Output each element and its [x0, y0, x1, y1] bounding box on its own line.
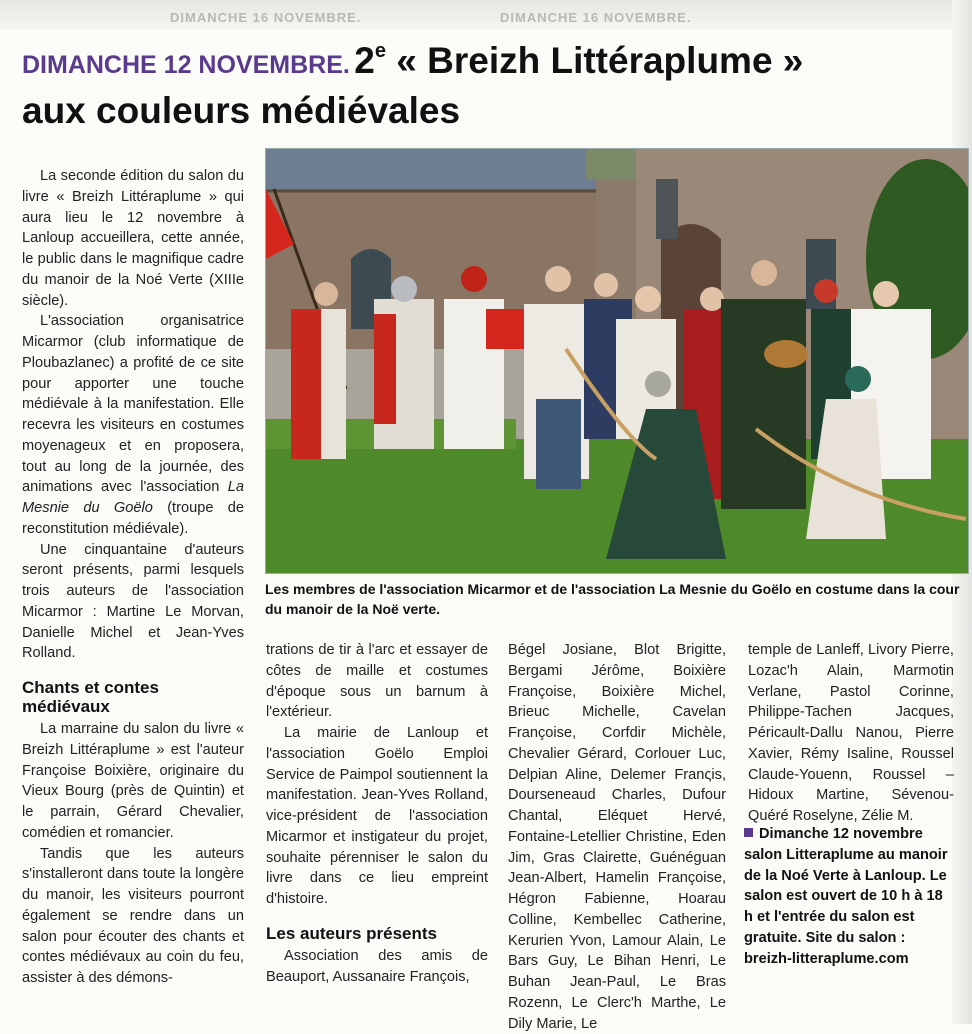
subhead-chants: Chants et contes médiévaux — [22, 678, 159, 716]
article-column-3 — [508, 640, 726, 1034]
previous-page-bleed — [0, 0, 972, 30]
bleed-text-left: DIMANCHE 16 NOVEMBRE. — [170, 10, 362, 25]
headline-title-line2: aux couleurs médiévales — [22, 90, 461, 131]
article-column-1 — [22, 166, 244, 989]
paragraph-micarmor-text: L'association organisatrice Micarmor (club informatique de Ploubazlanec) a profité de ce site pour apporter une touche médiévale à la manifestation. Elle recevra les visiteurs en costumes moyenageux et en proposera, tout au long de la journée, des animations avec l'association — [22, 313, 244, 496]
article-column-2 — [266, 640, 488, 987]
title-superscript: e — [374, 40, 386, 62]
paragraph-salon: Tandis que les auteurs s'installeront dans toute la longère du manoir, les visiteurs pourront également se rendre dans un salon pour écouter des chants et contes médiévaux au coin du feu, assister à des démons- — [22, 845, 244, 986]
event-info-text: Dimanche 12 novembre salon Litteraplume au manoir de la Noé Verte à Lanloup. Le salon est ouvert de 10 h à 18 h et l'entrée du salon est gratuite. Site du salon : breizh-litteraplume.com — [744, 826, 948, 967]
article-column-4 — [748, 640, 954, 827]
title-rest: « Breizh Littéraplume » — [385, 40, 804, 81]
subhead-auteurs: Les auteurs présents — [266, 923, 438, 943]
paragraph-demonstrations: trations de tir à l'arc et essayer de côtes de maille et costumes d'époque sous un barnum à l'extérieur. — [266, 642, 488, 721]
date-kicker: DIMANCHE 12 NOVEMBRE. — [22, 51, 350, 79]
title-ordinal: 2 — [354, 40, 375, 81]
paragraph-marraine: La marraine du salon du livre « Breizh Littéraplume » est l'auteur Françoise Boixière, originaire du Vieux Bourg (près de Quintin) et le parrain, Gérard Chevalier, comédien et romancier. — [22, 721, 244, 841]
medieval-group-photo — [266, 149, 968, 573]
paragraph-mairie: La mairie de Lanloup et l'association Goëlo Emploi Service de Paimpol soutiennent la manifestation. Jean-Yves Rolland, vice-président de l'association Micarmor et instigateur du projet, souhaite pérenniser le salon du livre dans ce lieu empreint d'histoire. — [266, 725, 488, 907]
article-photo — [265, 148, 969, 574]
bullet-square-icon — [744, 828, 753, 837]
bleed-text-right: DIMANCHE 16 NOVEMBRE. — [500, 10, 692, 25]
paragraph-auteurs-list: Bégel Josiane, Blot Brigitte, Bergami Jérôme, Boixière Françoise, Boixière Michel, Brieuc Michelle, Cavelan Françoise, Corfdir Michèle, Chevalier Gérard, Corlouer Luc, Delpian Aline, Delemer Franςis, Dourseneaud Charles, Dufour Chantal, Eléquet Hervé, Fontaine-Letellier Christine, Eden Jim, Gras Clairette, Guénéguan Jean-Albert, Hamelin Françoise, Hégron Fabienne, Hoarau Colline, Kembellec Catherine, Kerurien Yvon, Lamour Alain, Le Bars Guy, Le Bihan Henri, Le Buhan Jean-Paul, Le Bras Rozenn, Le Clerc'h Marthe, Le Dily Marie, Le — [508, 642, 726, 1032]
paragraph-intro: La seconde édition du salon du livre « Breizh Littéraplume » qui aura lieu le 12 novembre à Lanloup accueillera, cette année, le public dans le magnifique cadre du manoir de la Noé Verte (XIIIe siècle). — [22, 168, 244, 309]
mesnie-name: La Mesnie du Goëlo — [22, 479, 244, 516]
paragraph-auteurs-list-start: Association des amis de Beauport, Aussanaire François, — [266, 947, 488, 985]
paragraph-auteurs: Une cinquantaine d'auteurs seront présents, parmi lesquels trois auteurs de l'association Micarmor : Martine Le Morvan, Danielle Michel et Jean-Yves Rolland. — [22, 541, 244, 662]
paragraph-auteurs-list-end: temple de Lanleff, Livory Pierre, Lozac'h Alain, Marmotin Verlane, Pastol Corinne, Philippe-Tachen Jacques, Péricault-Dallu Nanou, Pierre Xavier, Rémy Isaline, Roussel Claude-Youenn, Roussel – Hidoux Martine, Sévenou-Quéré Roselyne, Zélie M. — [748, 642, 954, 824]
article-headline — [22, 40, 952, 140]
paragraph-micarmor — [22, 311, 244, 539]
event-info-box — [744, 824, 954, 969]
photo-caption: Les membres de l'association Micarmor et de l'association La Mesnie du Goëlo en costume dans la cour du manoir de la Noë verte. — [265, 581, 960, 617]
paragraph-micarmor-end: (troupe de reconstitution médiévale). — [22, 500, 244, 537]
headline-title — [354, 40, 803, 81]
